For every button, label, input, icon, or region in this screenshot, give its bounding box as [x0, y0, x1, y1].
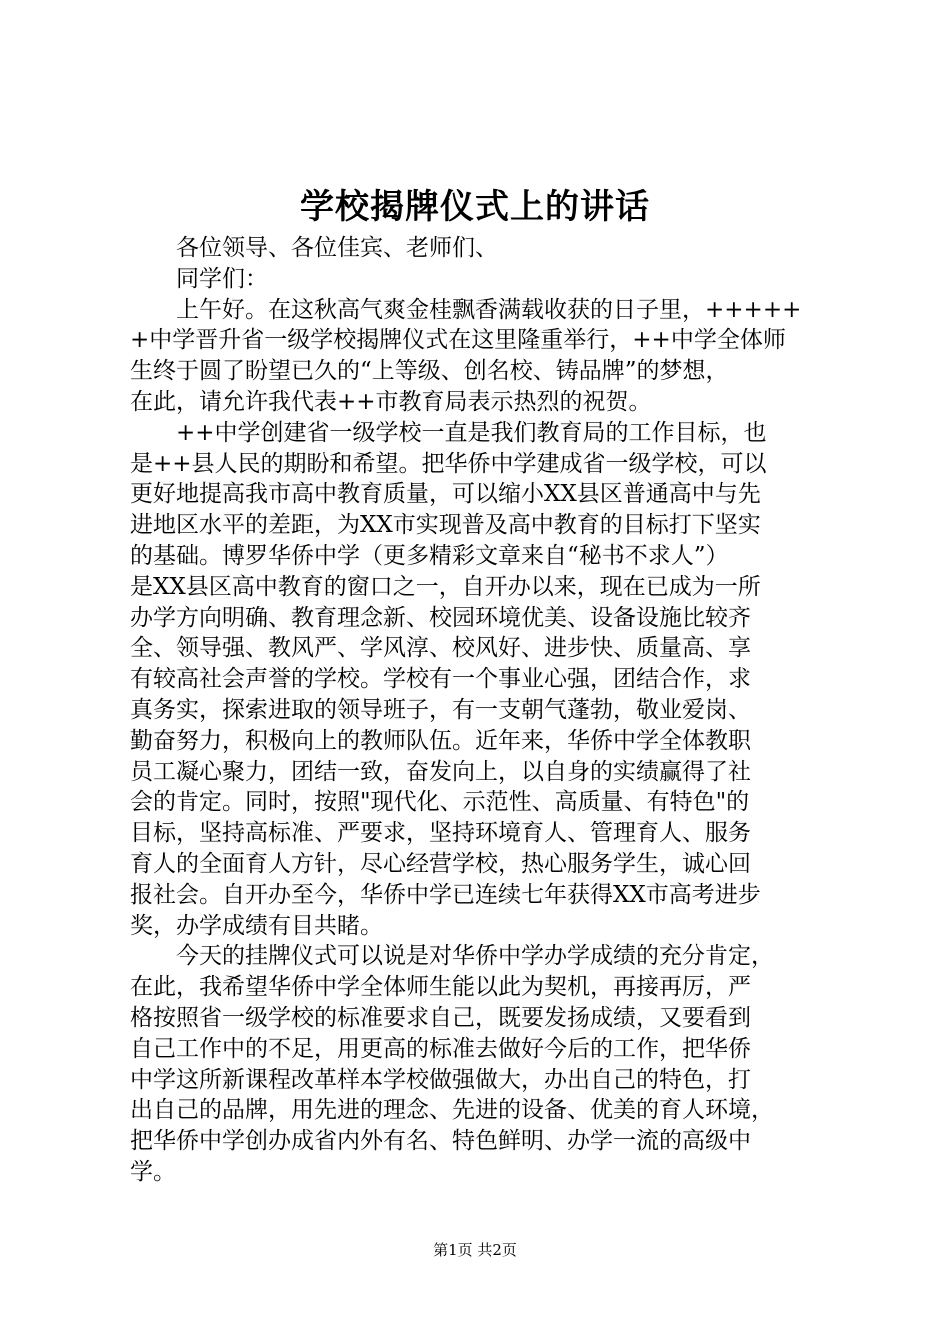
text-line: 办学方向明确、教育理念新、校园环境优美、设备设施比较齐 — [130, 604, 751, 631]
text-line: 的基础。博罗华侨中学（更多精彩文章来自“秘书不求人”） — [130, 542, 729, 569]
document-body — [130, 233, 830, 1188]
text-line: 有较高社会声誉的学校。学校有一个事业心强，团结合作，求 — [130, 666, 751, 693]
text-line: 勤奋努力，积极向上的教师队伍。近年来，华侨中学全体教职 — [130, 727, 751, 754]
text-line: +中学晋升省一级学校揭牌仪式在这里隆重举行，++中学全体师 — [130, 327, 786, 354]
text-line: 今天的挂牌仪式可以说是对华侨中学办学成绩的充分肯定， — [176, 943, 774, 970]
text-line: 更好地提高我市高中教育质量，可以缩小XX县区普通高中与先 — [130, 481, 761, 508]
text-line: 把华侨中学创办成省内外有名、特色鲜明、办学一流的高级中 — [130, 1128, 751, 1155]
text-line: 自己工作中的不足，用更高的标准去做好今后的工作，把华侨 — [130, 1035, 751, 1062]
text-line: 员工凝心聚力，团结一致，奋发向上，以自身的实绩赢得了社 — [130, 758, 751, 785]
text-line: 在此，请允许我代表++市教育局表示热烈的祝贺。 — [130, 388, 652, 415]
text-line: 中学这所新课程改革样本学校做强做大，办出自己的特色，打 — [130, 1066, 751, 1093]
text-line: 真务实，探索进取的领导班子，有一支朝气蓬勃，敬业爱岗、 — [130, 696, 751, 723]
text-line: 是++县人民的期盼和希望。把华侨中学建成省一级学校，可以 — [130, 450, 767, 477]
text-line: 目标，坚持高标准、严要求，坚持环境育人、管理育人、服务 — [130, 820, 751, 847]
text-line: 奖，办学成绩有目共睹。 — [130, 912, 383, 939]
text-line: 会的肯定。同时，按照"现代化、示范性、高质量、有特色"的 — [130, 789, 750, 816]
text-line: 生终于圆了盼望已久的“上等级、创名校、铸品牌”的梦想， — [130, 358, 729, 385]
text-line: ++中学创建省一级学校一直是我们教育局的工作目标，也 — [176, 419, 767, 446]
text-line: 全、领导强、教风严、学风淳、校风好、进步快、质量高、享 — [130, 635, 751, 662]
text-line: 格按照省一级学校的标准要求自己，既要发扬成绩，又要看到 — [130, 1004, 751, 1031]
text-line: 各位领导、各位佳宾、老师们、 — [176, 235, 498, 261]
page-title: 学校揭牌仪式上的讲话 — [300, 187, 650, 227]
text-line: 在此，我希望华侨中学全体师生能以此为契机，再接再厉，严 — [130, 974, 751, 1001]
text-line: 出自己的品牌，用先进的理念、先进的设备、优美的育人环境， — [130, 1097, 774, 1124]
text-line: 同学们： — [176, 265, 268, 292]
text-line: 学。 — [130, 1158, 176, 1185]
text-line: 是XX县区高中教育的窗口之一，自开办以来，现在已成为一所 — [130, 573, 761, 600]
text-line: 进地区水平的差距，为XX市实现普及高中教育的目标打下坚实 — [130, 512, 761, 539]
page-footer: 第1页 共2页 — [433, 1241, 517, 1259]
text-line: 育人的全面育人方针，尽心经营学校，热心服务学生，诚心回 — [130, 850, 751, 877]
text-line: 报社会。自开办至今，华侨中学已连续七年获得XX市高考进步 — [130, 881, 761, 908]
text-line: 上午好。在这秋高气爽金桂飘香满载收获的日子里，+++++ — [176, 296, 802, 323]
